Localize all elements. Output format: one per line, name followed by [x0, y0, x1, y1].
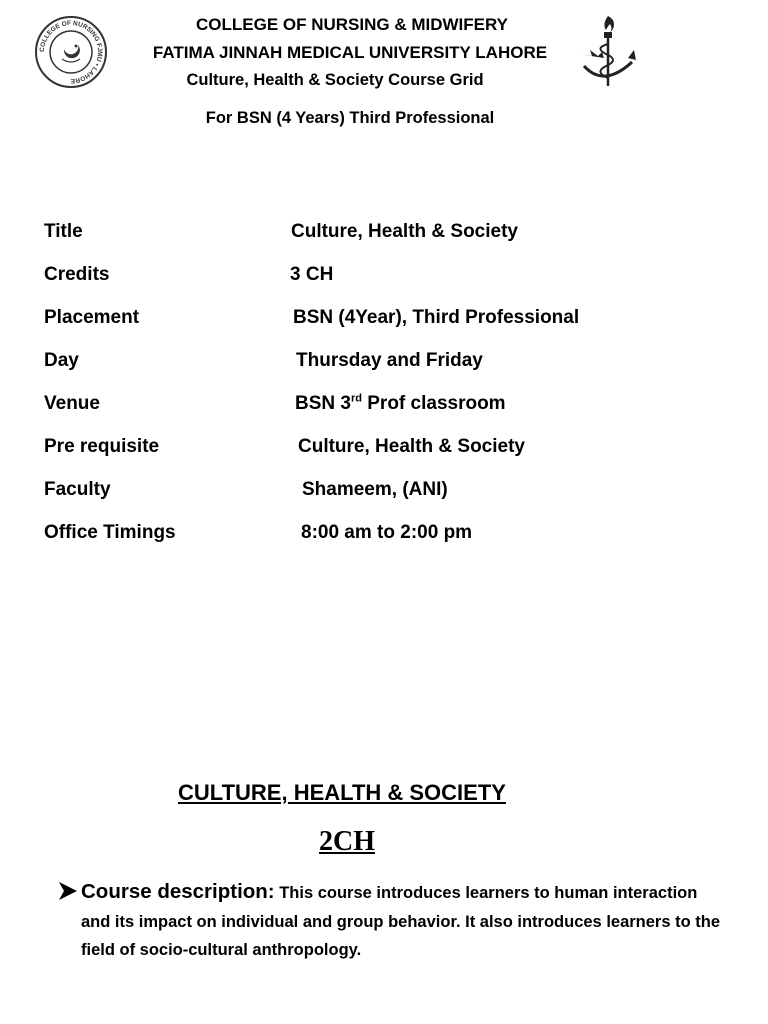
info-value-credits: 3 CH	[290, 264, 334, 285]
program-subtitle: For BSN (4 Years) Third Professional	[205, 109, 495, 127]
info-value-placement: BSN (4Year), Third Professional	[293, 307, 580, 328]
info-label-prerequisite: Pre requisite	[44, 436, 160, 457]
university-name: FATIMA JINNAH MEDICAL UNIVERSITY LAHORE	[152, 43, 548, 62]
info-label-title: Title	[44, 221, 83, 242]
section-credit-hours: 2CH	[319, 826, 375, 857]
info-label-venue: Venue	[44, 393, 100, 414]
venue-ordinal: rd	[350, 392, 362, 405]
course-description-label: Course description:	[81, 880, 275, 903]
info-label-day: Day	[44, 350, 79, 371]
section-title: CULTURE, HEALTH & SOCIETY	[178, 780, 506, 805]
info-label-office-timings: Office Timings	[44, 522, 176, 543]
info-value-office-timings: 8:00 am to 2:00 pm	[301, 522, 473, 543]
nursing-lamp-emblem-icon	[572, 14, 644, 90]
info-label-placement: Placement	[44, 307, 140, 328]
info-value-venue	[295, 393, 506, 415]
venue-prefix: BSN 3	[295, 393, 351, 414]
info-value-faculty: Shameem, (ANI)	[302, 479, 448, 500]
course-description-text: This course introduces learners to human interaction and its impact on individual and group behavior. It also introduces learners to the field of socio-cultural anthropology.	[81, 884, 721, 959]
arrow-bullet-icon	[58, 880, 78, 902]
course-description	[81, 878, 721, 965]
info-value-title: Culture, Health & Society	[291, 221, 518, 242]
info-value-day: Thursday and Friday	[296, 350, 483, 371]
venue-suffix: Prof classroom	[361, 393, 506, 414]
info-label-faculty: Faculty	[44, 479, 111, 500]
college-name: COLLEGE OF NURSING & MIDWIFERY	[196, 15, 508, 34]
info-label-credits: Credits	[44, 264, 110, 285]
course-grid-title: Culture, Health & Society Course Grid	[186, 71, 484, 89]
seal-ring-text: COLLEGE OF NURSING FJMU • LAHORE	[38, 19, 104, 85]
info-value-prerequisite: Culture, Health & Society	[298, 436, 525, 457]
